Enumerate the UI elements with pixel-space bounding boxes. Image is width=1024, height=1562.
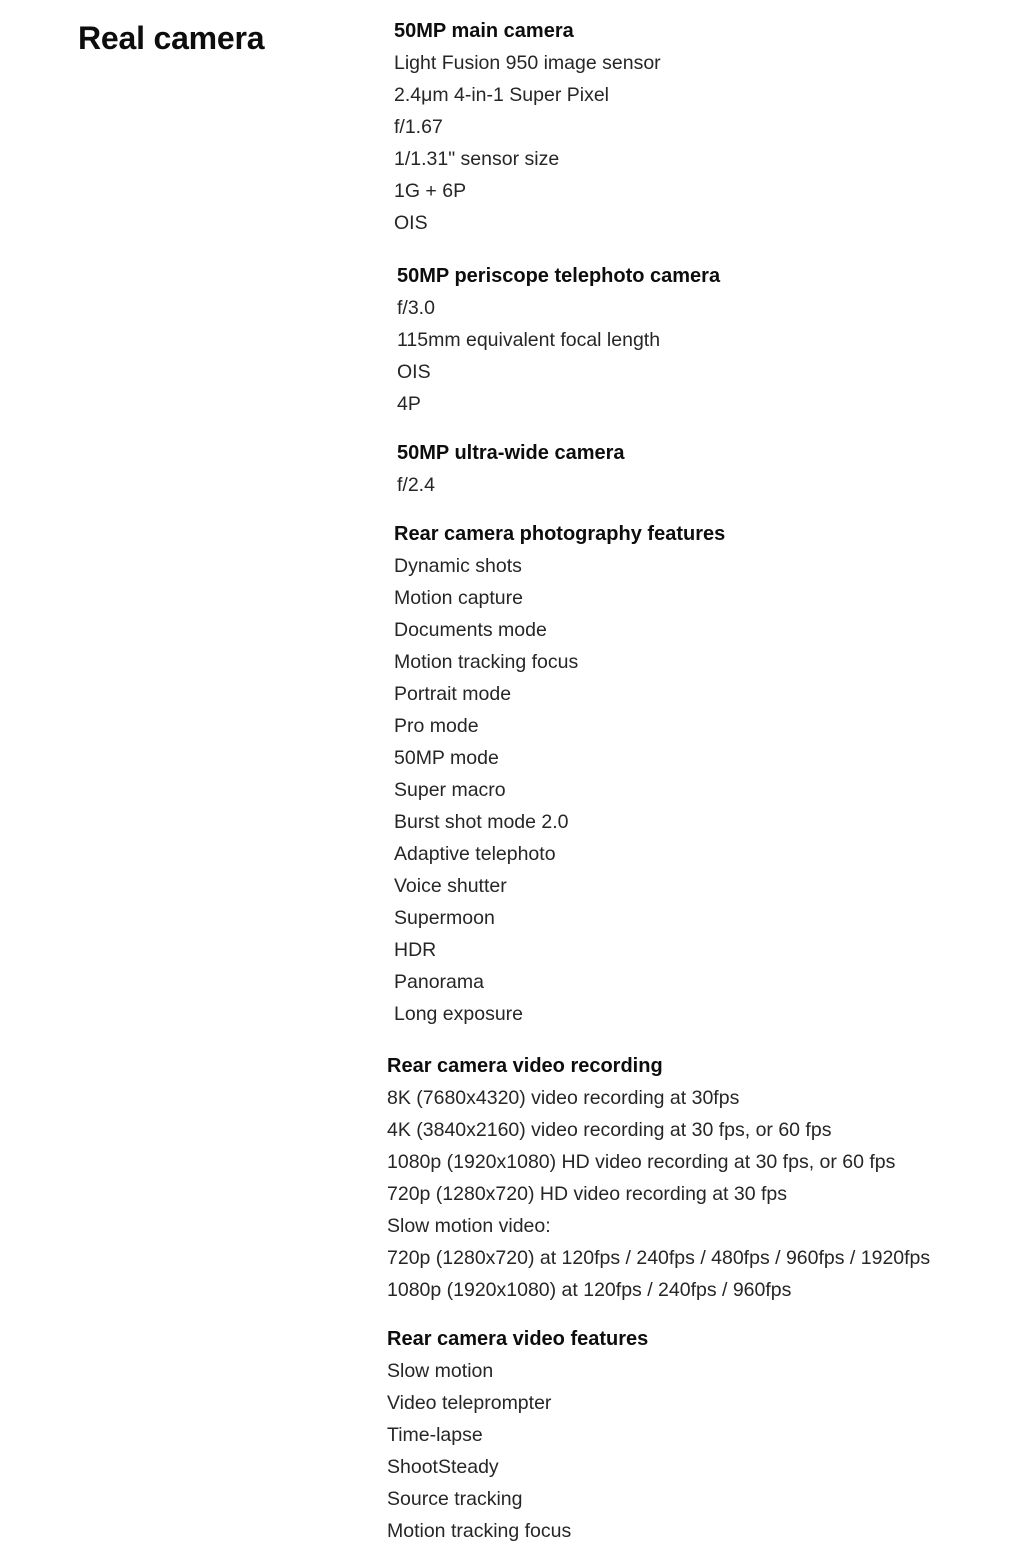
spec-item: Voice shutter [394,875,507,897]
spec-item: 4P [397,393,421,415]
spec-list [387,1355,648,1547]
spec-item: Super macro [394,779,506,801]
spec-group-heading: 50MP ultra-wide camera [397,442,625,464]
spec-list [397,469,625,501]
spec-item: f/1.67 [394,116,443,138]
spec-item: 720p (1280x720) at 120fps / 240fps / 480fps / 960fps / 1920fps [387,1247,931,1269]
spec-list [387,1082,930,1306]
spec-item: 4K (3840x2160) video recording at 30 fps, or 60 fps [387,1119,832,1141]
spec-item: Time-lapse [387,1424,483,1446]
spec-item: Slow motion [387,1360,494,1382]
spec-item: Documents mode [394,619,547,641]
spec-item: 1080p (1920x1080) at 120fps / 240fps / 960fps [387,1279,792,1301]
spec-item: 1/1.31" sensor size [394,148,560,170]
spec-item: Pro mode [394,715,479,737]
spec-item: OIS [394,212,428,234]
spec-item: Portrait mode [394,683,512,705]
spec-item: Light Fusion 950 image sensor [394,52,661,74]
spec-list [394,550,725,1030]
spec-item: Supermoon [394,907,495,929]
spec-item: Source tracking [387,1488,523,1510]
spec-item: HDR [394,939,437,961]
spec-group-heading: Rear camera photography features [394,523,726,545]
spec-item: 50MP mode [394,747,499,769]
spec-item: 2.4μm 4-in-1 Super Pixel [394,84,609,106]
spec-item: f/3.0 [397,297,435,319]
spec-item: Burst shot mode 2.0 [394,811,569,833]
spec-item: OIS [397,361,431,383]
spec-group-video-recording [387,1050,930,1306]
spec-group-heading: 50MP main camera [394,20,574,42]
spec-item: 720p (1280x720) HD video recording at 30 fps [387,1183,787,1205]
spec-item: Panorama [394,971,484,993]
spec-list [394,47,661,239]
spec-item: 115mm equivalent focal length [397,329,661,351]
spec-group-main-camera [394,15,661,239]
spec-group-heading: Rear camera video features [387,1328,649,1350]
spec-item: ShootSteady [387,1456,499,1478]
spec-item: f/2.4 [397,474,435,496]
spec-item: 1G + 6P [394,180,467,202]
spec-item: Video teleprompter [387,1392,552,1414]
spec-item: Motion tracking focus [394,651,579,673]
spec-item: Long exposure [394,1003,524,1025]
spec-item: Dynamic shots [394,555,522,577]
spec-item: Motion tracking focus [387,1520,572,1542]
spec-item: 1080p (1920x1080) HD video recording at 30 fps, or 60 fps [387,1151,896,1173]
spec-item: 8K (7680x4320) video recording at 30fps [387,1087,740,1109]
spec-group-video-features [387,1323,648,1547]
spec-list [397,292,720,420]
spec-group-telephoto-camera [397,260,720,420]
spec-item: Adaptive telephoto [394,843,556,865]
spec-group-ultra-wide-camera [397,437,625,501]
spec-group-photography-features [394,518,725,1030]
section-title: Real camera [78,20,265,56]
spec-group-heading: 50MP periscope telephoto camera [397,265,721,287]
spec-item: Slow motion video: [387,1215,551,1237]
spec-item: Motion capture [394,587,523,609]
spec-group-heading: Rear camera video recording [387,1055,663,1077]
